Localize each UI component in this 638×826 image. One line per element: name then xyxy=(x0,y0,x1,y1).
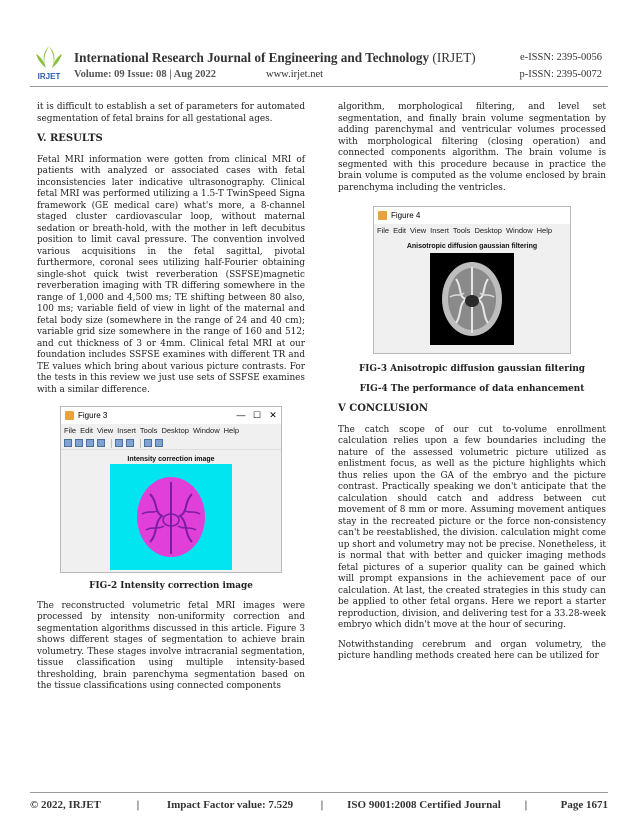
svg-text:IRJET: IRJET xyxy=(37,72,61,81)
footer-sep: | xyxy=(320,799,324,811)
menu-desktop[interactable]: Desktop xyxy=(474,225,502,235)
link-plot-icon[interactable] xyxy=(115,439,123,447)
fig4-caption: FIG-4 The performance of data enhancement xyxy=(359,383,585,394)
algorithm-paragraph: algorithm, morphological filtering, and level set segmentation, and finally brain volume segmentation by adding parenchymal and ventricular volumes processed with morphological filtering (closing operation) and connected components algorithm. The brain volume is segmented with this procedure because in practice the brain volume is computed as the volume enclosed by brain parenchyma including the ventricles. xyxy=(338,102,606,193)
page-header xyxy=(0,0,638,92)
menu-help[interactable]: Help xyxy=(223,425,240,435)
intensity-corrected-brain-image xyxy=(110,464,232,570)
footer-impact: Impact Factor value: 7.529 xyxy=(166,799,294,811)
menu-insert[interactable]: Insert xyxy=(117,425,136,435)
menu-window[interactable]: Window xyxy=(192,425,220,435)
figure-canvas xyxy=(61,450,281,572)
window-titlebar xyxy=(374,207,570,224)
footer-page: Page 1671 xyxy=(560,799,608,811)
irjet-logo xyxy=(32,42,66,82)
menu-tools[interactable]: Tools xyxy=(139,425,158,435)
intro-paragraph: it is difficult to establish a set of parameters for automated segmentation of fetal brains for all gestational ages. xyxy=(37,102,305,124)
minimize-icon[interactable]: — xyxy=(236,409,246,420)
pissn: p-ISSN: 2395-0072 xyxy=(519,69,602,80)
window-titlebar xyxy=(61,407,281,424)
toolbar-separator xyxy=(140,439,141,448)
footer-iso: ISO 9001:2008 Certified Journal xyxy=(347,799,501,811)
print-icon[interactable] xyxy=(97,439,105,447)
insert-colorbar-icon[interactable] xyxy=(126,439,134,447)
menu-file[interactable]: File xyxy=(377,225,390,235)
footer-sep: | xyxy=(136,799,140,811)
menu-file[interactable]: File xyxy=(64,425,77,435)
save-icon[interactable] xyxy=(86,439,94,447)
figure-canvas xyxy=(374,237,570,353)
toolbar-separator xyxy=(111,439,112,448)
figure-icon xyxy=(65,411,74,420)
figure-window-fig3 xyxy=(373,206,571,354)
menu-bar xyxy=(374,224,570,237)
menu-desktop[interactable]: Desktop xyxy=(161,425,189,435)
zoom-icon[interactable] xyxy=(155,439,163,447)
window-title: Figure 3 xyxy=(78,410,108,420)
journal-website: www.irjet.net xyxy=(266,69,324,80)
menu-bar xyxy=(61,424,281,437)
plot-title: Intensity correction image xyxy=(127,456,215,463)
results-heading: V. RESULTS xyxy=(37,133,103,144)
maximize-icon[interactable]: ☐ xyxy=(252,409,262,420)
eissn: e-ISSN: 2395-0056 xyxy=(520,52,602,63)
menu-window[interactable]: Window xyxy=(505,225,533,235)
fig3-caption: FIG-3 Anisotropic diffusion gaussian filtering xyxy=(358,364,586,374)
figure-icon xyxy=(378,211,387,220)
menu-tools[interactable]: Tools xyxy=(452,225,471,235)
page-footer xyxy=(30,792,608,811)
diffusion-filtered-brain-image xyxy=(430,253,514,345)
menu-edit[interactable]: Edit xyxy=(80,425,94,435)
right-column xyxy=(338,102,606,671)
conclusion-paragraph: The catch scope of our cut to-volume enrollment calculation relies upon a few boundaries including the nature of the assessed volumetric picture utilized as enlistment focus, as well as the picture highlights which thus relies upon the GA of the embryo and the picture contrast. Practically speaking we don't anticipate that the calculation should catch and address between cut movement of 8 mm or more. Assuming movement antiques stay in the recreated picture or the force non-consistency can't be reestablished, the division. calculation might come up short and volumetry may not be precise. Nonetheless, it is normal that with better and quicker imaging methods fetal pictures of a superior quality can be gained which will prompt expansions in the achievement pace of our calculation. At last, the created strategies in this study can be applied to other fetal organs. Here we report a starter reproduction, division, and delivering test for a 33.28-week embryo which didn't move at the hour of securing. xyxy=(338,424,606,630)
pointer-icon[interactable] xyxy=(144,439,152,447)
menu-edit[interactable]: Edit xyxy=(393,225,407,235)
menu-view[interactable]: View xyxy=(410,225,427,235)
journal-title: International Research Journal of Engineering and Technology (IRJET) xyxy=(74,50,476,65)
menu-view[interactable]: View xyxy=(97,425,114,435)
window-title: Figure 4 xyxy=(391,210,421,220)
open-file-icon[interactable] xyxy=(75,439,83,447)
volume-issue: Volume: 09 Issue: 08 | Aug 2022 xyxy=(74,69,216,80)
close-icon[interactable]: ✕ xyxy=(269,409,277,420)
new-figure-icon[interactable] xyxy=(64,439,72,447)
footer-sep: | xyxy=(524,799,528,811)
left-column xyxy=(37,102,305,701)
figure-toolbar xyxy=(61,437,281,450)
footer-copyright: © 2022, IRJET xyxy=(30,799,101,811)
fig2-caption: FIG-2 Intensity correction image xyxy=(89,581,253,591)
menu-help[interactable]: Help xyxy=(536,225,553,235)
results-paragraph: Fetal MRI information were gotten from clinical MRI of patients with analyzed or associated cases with fetal inconsistencies later indicative ultrasonography. Clinical fetal MRI was performed utilizing a 1.5-T TwinSpeed Signa framework (GE medical care) what's more, a 8-channel staged cluster cardiovascular loop, without maternal sedation or breath-hold, with the mother in left decubitus position to limit caval pressure. The convention involved various acquisitions in the fetal sagittal, pivotal furthermore, coronal sees utilizing half-Fourier obtaining single-shot quick twist reverberation (SSFSE)magnetic reverberation imaging with TR differing somewhere in the range of 1,000 and 4,500 ms; TE shifting between 80 also, 100 ms; variable field of view in light of the maternal and fetal body size (somewhere in the range of 24 and 40 cm); variable grid size somewhere in the range of 160 and 512; and cut thickness of 3 or 4mm. Clinical fetal MRI at our foundation includes SSFSE examines with different TR and TE values which bring about various picture contrasts. For the tests in this review we just use sets of SSFSE examines with a similar difference. xyxy=(37,154,305,395)
header-rule xyxy=(30,86,608,87)
figure-window-fig2 xyxy=(60,406,282,573)
conclusion-heading: V CONCLUSION xyxy=(338,403,428,414)
conclusion-paragraph-2: Notwithstanding cerebrum and organ volumetry, the picture handling methods created here can be utilized for xyxy=(338,639,606,661)
menu-insert[interactable]: Insert xyxy=(430,225,449,235)
reconstruction-paragraph: The reconstructed volumetric fetal MRI images were processed by intensity non-uniformity correction and segmentation algorithms discussed in this article. Figure 3 shows different stages of segmentation to achieve brain volumetry. These stages involve intracranial segmentation, tissue classification using multiple intensity-based thresholding, brain parenchyma segmentation based on the tissue classifications using connected components xyxy=(37,600,305,691)
plot-title: Anisotropic diffusion gaussian filtering xyxy=(406,243,538,250)
